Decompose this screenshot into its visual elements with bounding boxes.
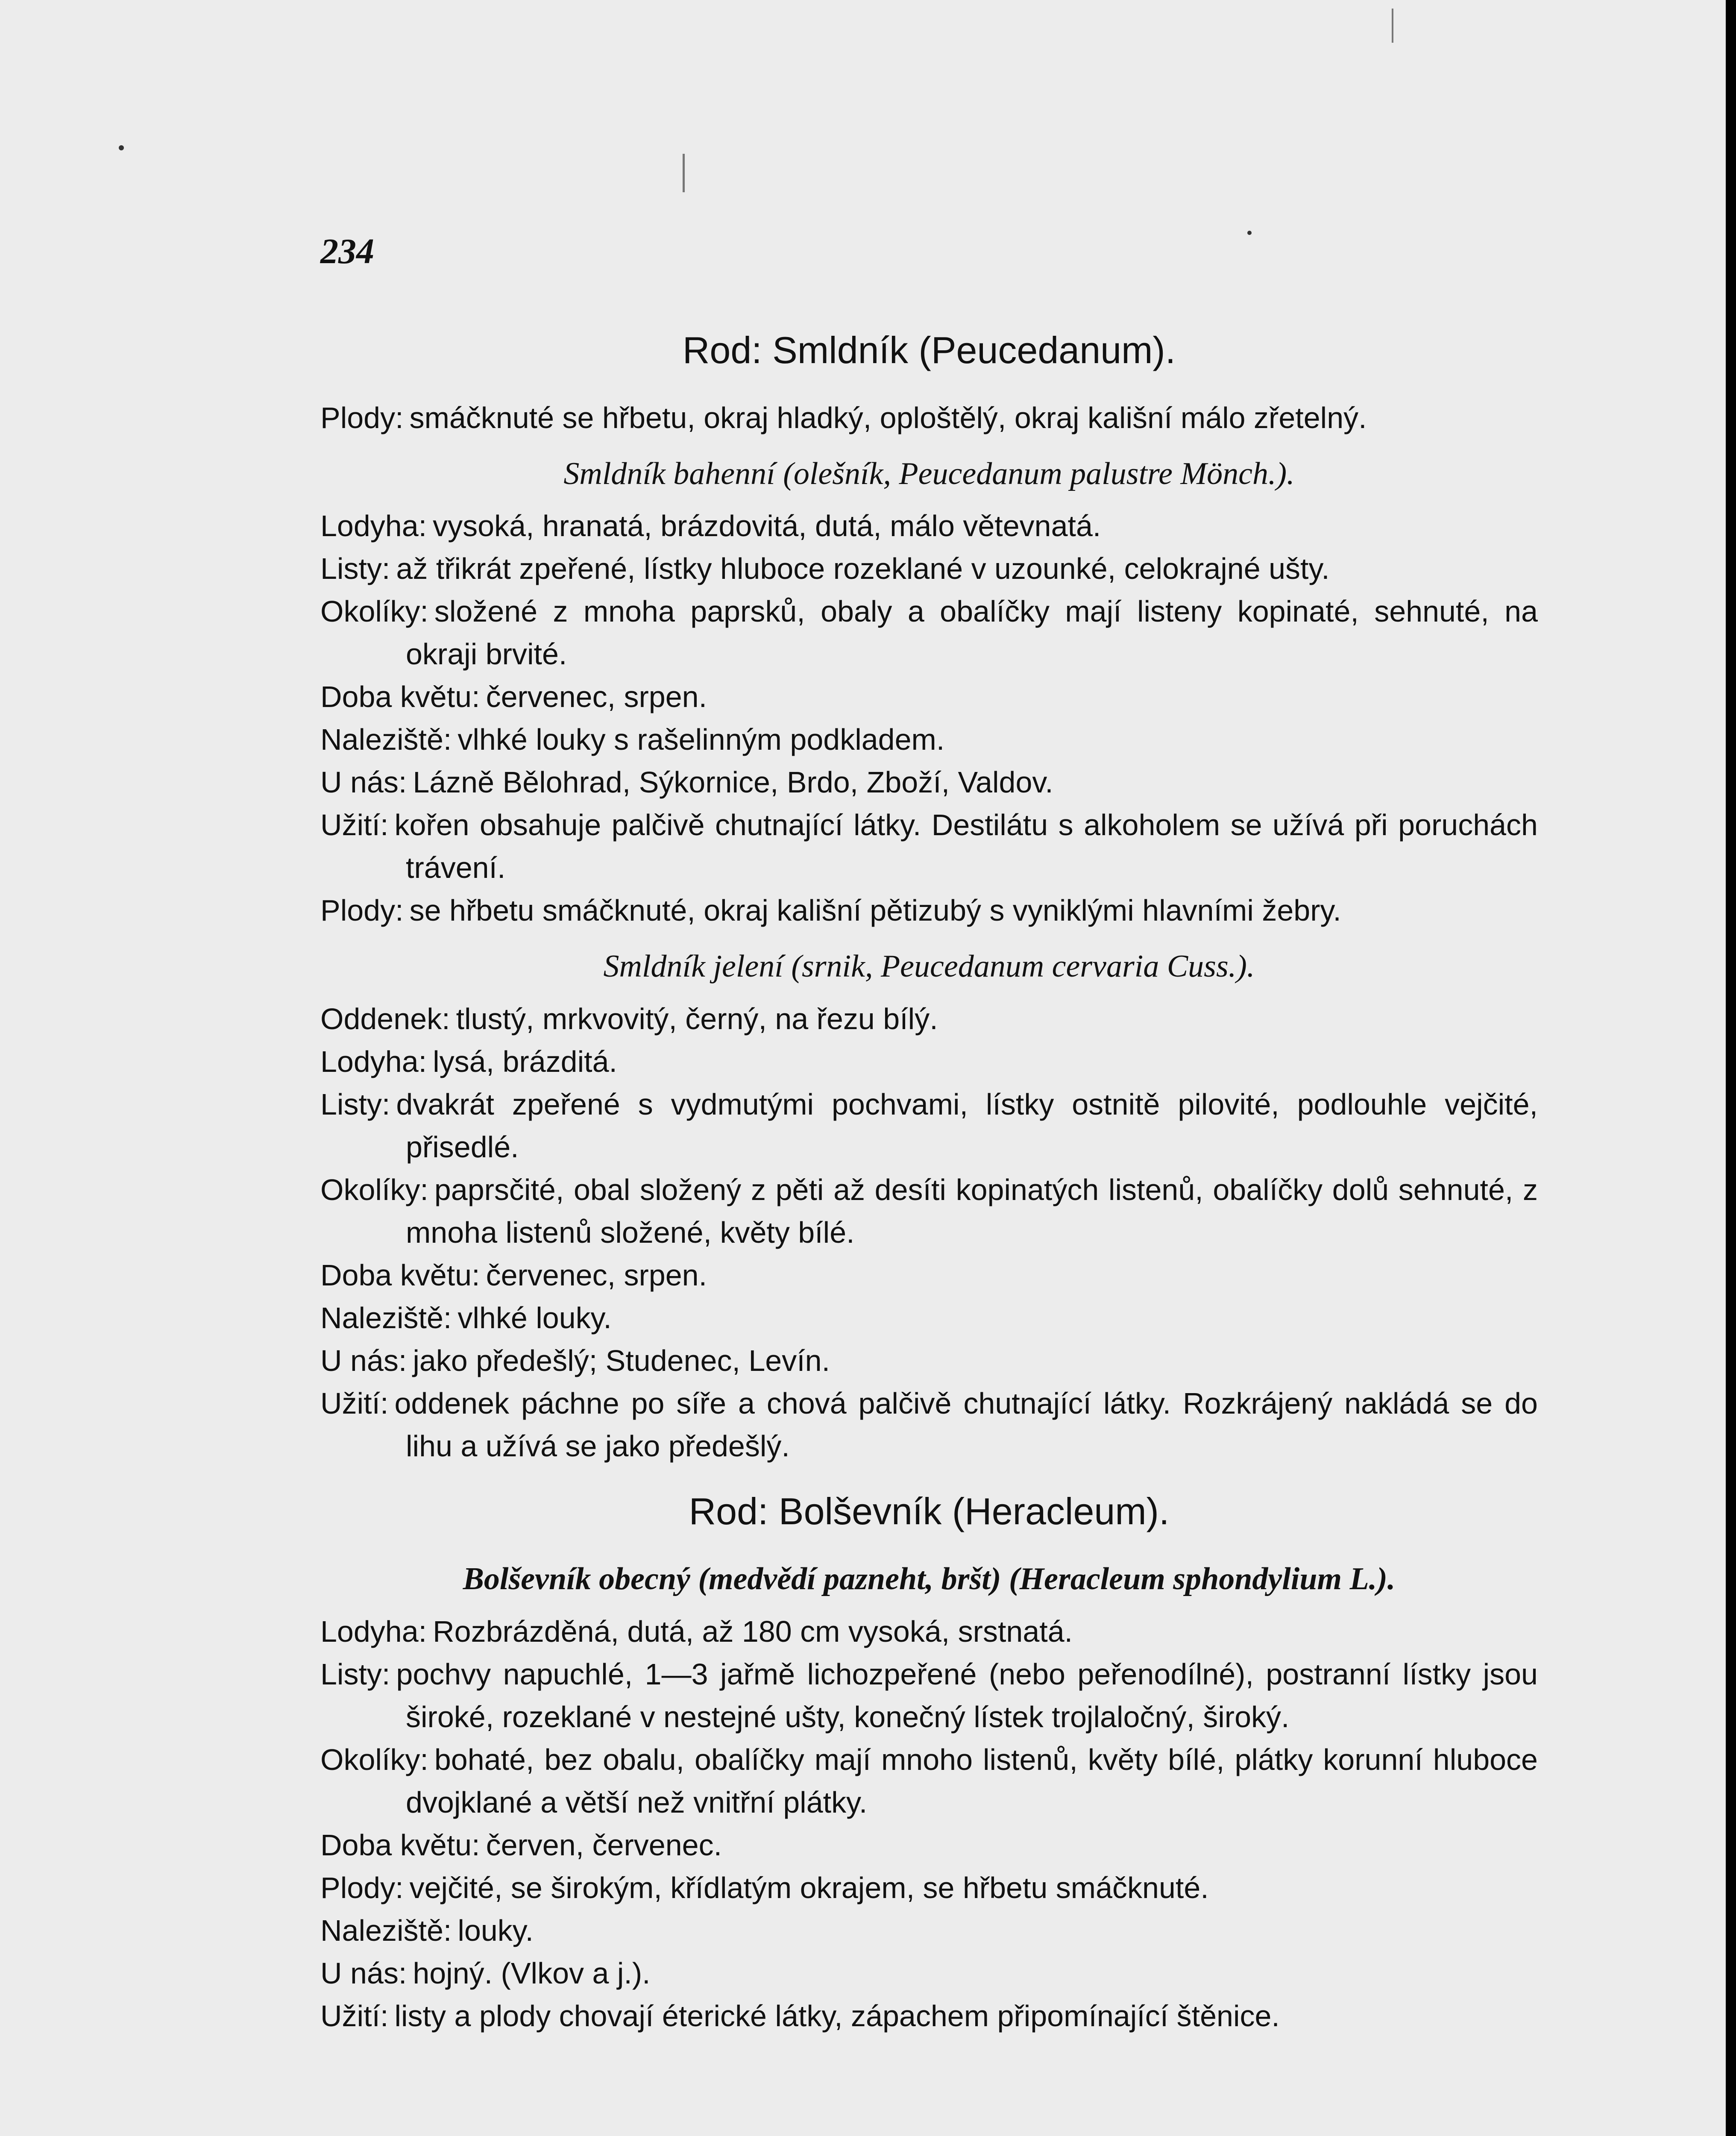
species-entry [320, 1824, 1538, 1866]
entry-label: Lodyha: [320, 509, 427, 543]
entry-label: Naleziště: [320, 1913, 452, 1947]
entry-label: Užití: [320, 1999, 389, 2033]
genus-heading: Rod: Bolševník (Heracleum). [689, 1490, 1170, 1532]
entry-text: červen, červenec. [486, 1828, 722, 1862]
species-entry [320, 1040, 1538, 1083]
entry-text: se hřbetu smáčknuté, okraj kališní pětizubý s vyniklými hlavními žebry. [409, 894, 1341, 927]
entry-label: Plody: [320, 894, 404, 927]
entry-label: Oddenek: [320, 1002, 450, 1036]
entry-label: Užití: [320, 1386, 389, 1420]
entry-label: U nás: [320, 766, 407, 799]
entry-text: louky. [457, 1913, 534, 1947]
entry-label: Lodyha: [320, 1045, 427, 1078]
entry-label: Listy: [320, 1087, 390, 1121]
entry-text: smáčknuté se hřbetu, okraj hladký, oploštělý, okraj kališní málo zřetelný. [409, 401, 1367, 434]
species-entry [320, 1382, 1538, 1467]
species-entry [320, 675, 1538, 718]
entry-text: bohaté, bez obalu, obalíčky mají mnoho listenů, květy bílé, plátky korunní hluboce dvojklané a větší než vnitřní plátky. [406, 1743, 1538, 1819]
entry-label: Doba květu: [320, 1828, 480, 1862]
species-entry [320, 1952, 1538, 1995]
entry-text: dvakrát zpeřené s vydmutými pochvami, lístky ostnitě pilovité, podlouhle vejčité, přisedlé. [396, 1087, 1538, 1164]
species-entry [320, 1909, 1538, 1952]
entry-text: vlhké louky s rašelinným podkladem. [457, 723, 945, 757]
page-content [320, 231, 1538, 2037]
scan-artifact-line [1392, 9, 1393, 43]
page-number: 234 [320, 232, 374, 271]
species-entry [320, 998, 1538, 1040]
species-entry [320, 1339, 1538, 1382]
scan-speck [119, 145, 124, 150]
entry-text: až třikrát zpeřené, lístky hluboce rozeklané v uzounké, celokrajné ušty. [396, 552, 1330, 586]
entry-text: tlustý, mrkvovitý, černý, na řezu bílý. [456, 1002, 938, 1036]
entry-text: červenec, srpen. [486, 1258, 707, 1292]
entry-text: Rozbrázděná, dutá, až 180 cm vysoká, srstnatá. [433, 1614, 1073, 1648]
species-entry [320, 505, 1538, 547]
entry-label: Listy: [320, 1657, 390, 1691]
species-entry [320, 889, 1538, 932]
entry-label: Listy: [320, 552, 390, 586]
entry-label: Užití: [320, 808, 389, 842]
species-entry [320, 1168, 1538, 1254]
entry-label: U nás: [320, 1956, 407, 1990]
entry-label: Naleziště: [320, 723, 452, 757]
species-heading: Bolševník obecný (medvědí pazneht, bršt) (Heracleum sphondylium L.). [463, 1561, 1396, 1597]
entry-text: lysá, brázditá. [433, 1045, 617, 1078]
species-entry [320, 590, 1538, 675]
species-entry [320, 1083, 1538, 1168]
entry-text: kořen obsahuje palčivě chutnající látky. Destilátu s alkoholem se užívá při poruchách trávení. [394, 808, 1538, 885]
species-entry [320, 804, 1538, 889]
entry-text: hojný. (Vlkov a j.). [413, 1956, 651, 1990]
entry-label: Okolíky: [320, 595, 428, 628]
species-entry [320, 1866, 1538, 1909]
entry-text: paprsčité, obal složený z pěti až desíti kopinatých listenů, obalíčky dolů sehnuté, z mnoha listenů složené, květy bílé. [406, 1173, 1538, 1249]
entry-label: Doba květu: [320, 680, 480, 714]
entry-text: vysoká, hranatá, brázdovitá, dutá, málo větevnatá. [433, 509, 1101, 543]
species-entry [320, 1738, 1538, 1824]
entry-label: Lodyha: [320, 1614, 427, 1648]
entry-label: Doba květu: [320, 1258, 480, 1292]
species-entry [320, 547, 1538, 590]
entry-text: listy a plody chovají éterické látky, zápachem připomínající štěnice. [394, 1999, 1280, 2033]
genus-section [320, 328, 1538, 1467]
entry-text: jako předešlý; Studenec, Levín. [413, 1344, 830, 1377]
entry-text: složené z mnoha paprsků, obaly a obalíčky mají listeny kopinaté, sehnuté, na okraji brvité. [406, 595, 1538, 671]
entry-text: Lázně Bělohrad, Sýkornice, Brdo, Zboží, Valdov. [413, 766, 1053, 799]
species-entry [320, 761, 1538, 804]
entry-text: oddenek páchne po síře a chová palčivě chutnající látky. Rozkrájený nakládá se do lihu a užívá se jako předešlý. [394, 1386, 1538, 1463]
species-entry [320, 1995, 1538, 2037]
scan-artifact-line [683, 154, 685, 192]
entry-label: Okolíky: [320, 1173, 428, 1206]
species-entry [320, 1254, 1538, 1297]
genus-intro-entry [320, 396, 1538, 439]
entry-label: Plody: [320, 401, 404, 434]
species-entry [320, 1610, 1538, 1653]
genus-heading: Rod: Smldník (Peucedanum). [682, 329, 1176, 371]
species-entry [320, 1297, 1538, 1339]
species-heading: Smldník jelení (srnik, Peucedanum cervaria Cuss.). [603, 949, 1255, 984]
species-entry [320, 718, 1538, 761]
entry-text: vlhké louky. [457, 1301, 612, 1335]
entry-label: Okolíky: [320, 1743, 428, 1776]
entry-label: Plody: [320, 1871, 404, 1904]
entry-label: Naleziště: [320, 1301, 452, 1335]
genus-section [320, 1489, 1538, 2037]
entry-text: červenec, srpen. [486, 680, 707, 714]
entry-label: U nás: [320, 1344, 407, 1377]
entry-text: vejčité, se širokým, křídlatým okrajem, se hřbetu smáčknuté. [409, 1871, 1209, 1904]
species-heading: Smldník bahenní (olešník, Peucedanum palustre Mönch.). [563, 456, 1295, 491]
entry-text: pochvy napuchlé, 1—3 jařmě lichozpeřené (nebo peřenodílné), postranní lístky jsou široké, rozeklané v nestejné ušty, konečný lístek trojlaločný, široký. [396, 1657, 1538, 1734]
species-entry [320, 1653, 1538, 1738]
